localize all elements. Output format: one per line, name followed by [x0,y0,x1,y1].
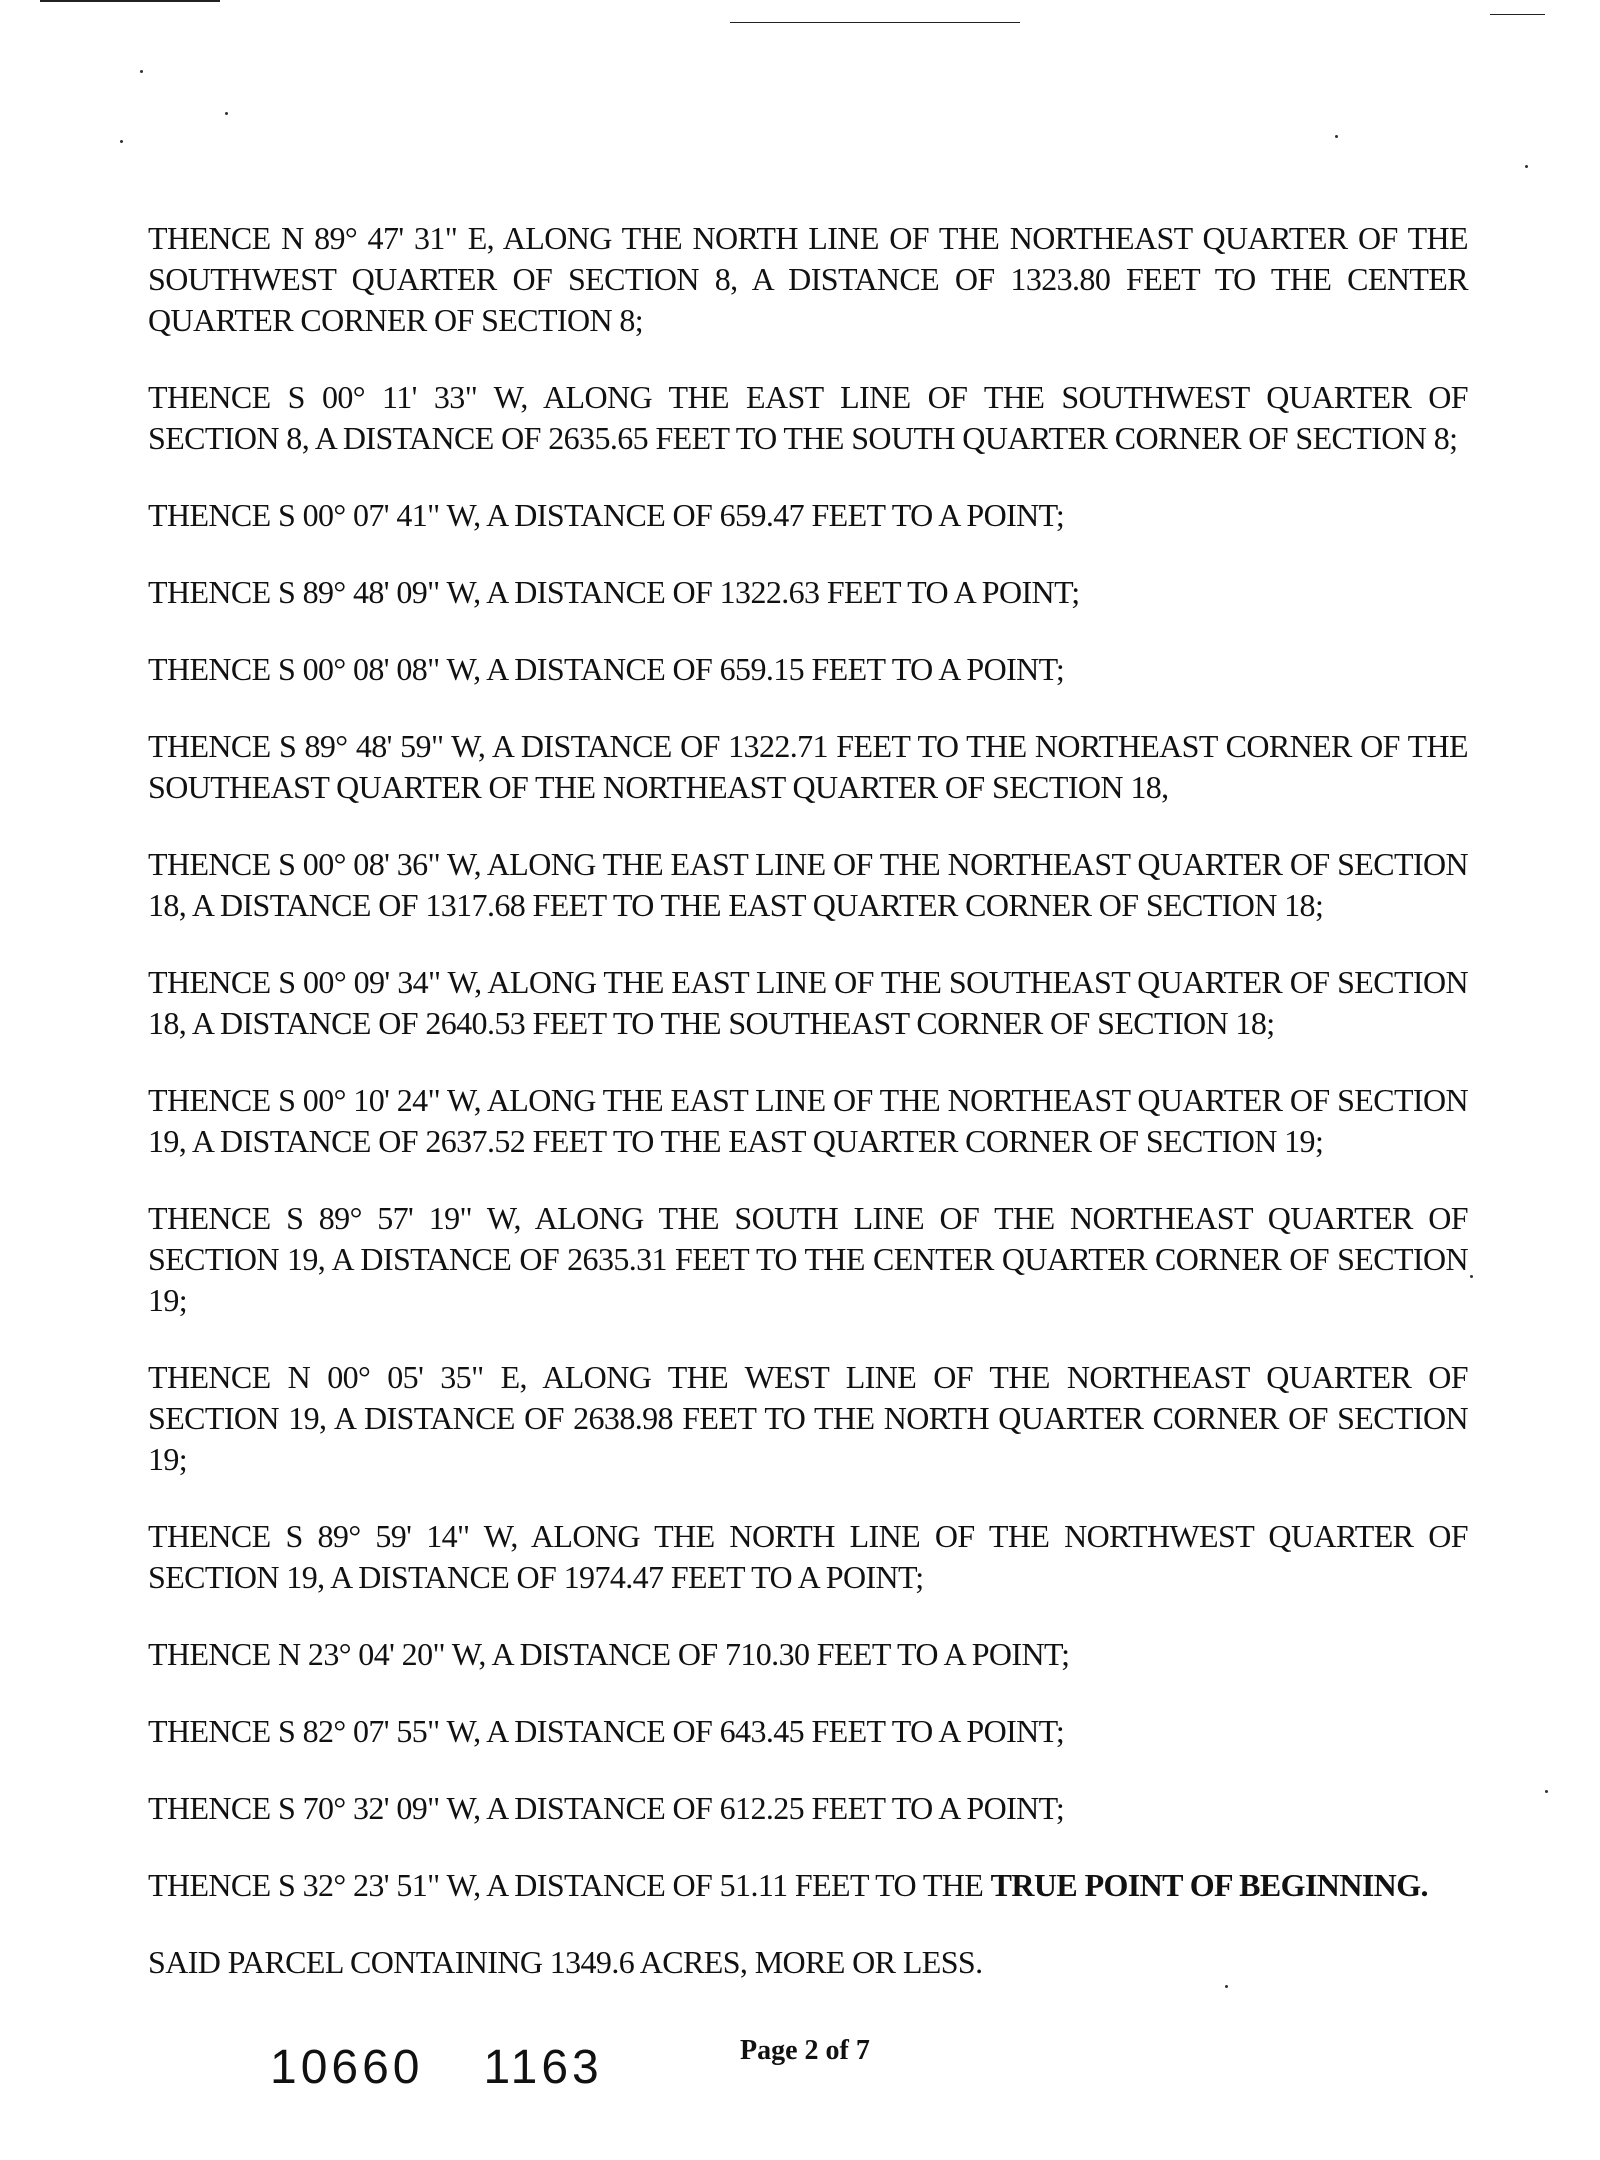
scan-artifact-top-center [730,22,1020,23]
scan-speck [1335,135,1338,138]
course-paragraph-13: THENCE N 23° 04' 20" W, A DISTANCE OF 710.30 FEET TO A POINT; [148,1636,1070,1672]
course-paragraph-7: THENCE S 00° 08' 36" W, ALONG THE EAST LINE OF THE NORTHEAST QUARTER OF SECTION 18, A DISTANCE OF 1317.68 FEET TO THE EAST QUARTER CORNER OF SECTION 18; [148,846,1468,923]
scan-speck [140,70,143,73]
page-number: Page 2 of 7 [740,2035,870,2066]
scan-speck [1525,165,1528,168]
scan-artifact-top-right [1490,14,1545,15]
recording-page-number: 1163 [483,2041,603,2094]
course-paragraph-9: THENCE S 00° 10' 24" W, ALONG THE EAST LINE OF THE NORTHEAST QUARTER OF SECTION 19, A DISTANCE OF 2637.52 FEET TO THE EAST QUARTER CORNER OF SECTION 19; [148,1082,1468,1159]
recording-book-number: 10660 [270,2041,424,2094]
legal-description-body [148,218,1468,2019]
scan-speck [1470,1275,1473,1278]
scan-speck [1545,1790,1548,1793]
scan-speck [225,112,228,115]
course-paragraph-6: THENCE S 89° 48' 59" W, A DISTANCE OF 1322.71 FEET TO THE NORTHEAST CORNER OF THE SOUTHEAST QUARTER OF THE NORTHEAST QUARTER OF SECTION 18, [148,728,1468,805]
course-paragraph-2: THENCE S 00° 11' 33" W, ALONG THE EAST LINE OF THE SOUTHWEST QUARTER OF SECTION 8, A DISTANCE OF 2635.65 FEET TO THE SOUTH QUARTER CORNER OF SECTION 8; [148,379,1468,456]
final-course-paragraph [148,1865,1468,1906]
course-paragraph-11: THENCE N 00° 05' 35" E, ALONG THE WEST LINE OF THE NORTHEAST QUARTER OF SECTION 19, A DISTANCE OF 2638.98 FEET TO THE NORTH QUARTER CORNER OF SECTION 19; [148,1359,1468,1477]
course-paragraph-10: THENCE S 89° 57' 19" W, ALONG THE SOUTH LINE OF THE NORTHEAST QUARTER OF SECTION 19, A DISTANCE OF 2635.31 FEET TO THE CENTER QUARTER CORNER OF SECTION 19; [148,1200,1468,1318]
course-paragraph-5: THENCE S 00° 08' 08" W, A DISTANCE OF 659.15 FEET TO A POINT; [148,651,1065,687]
course-paragraph-4: THENCE S 89° 48' 09" W, A DISTANCE OF 1322.63 FEET TO A POINT; [148,574,1080,610]
scan-speck [120,140,123,143]
course-paragraph-12: THENCE S 89° 59' 14" W, ALONG THE NORTH LINE OF THE NORTHWEST QUARTER OF SECTION 19, A DISTANCE OF 1974.47 FEET TO A POINT; [148,1518,1468,1595]
scan-artifact-top-left [40,0,220,2]
course-paragraph-14: THENCE S 82° 07' 55" W, A DISTANCE OF 643.45 FEET TO A POINT; [148,1713,1065,1749]
course-paragraph-8: THENCE S 00° 09' 34" W, ALONG THE EAST LINE OF THE SOUTHEAST QUARTER OF SECTION 18, A DISTANCE OF 2640.53 FEET TO THE SOUTHEAST CORNER OF SECTION 18; [148,964,1468,1041]
parcel-acreage-statement: SAID PARCEL CONTAINING 1349.6 ACRES, MORE OR LESS. [148,1944,983,1980]
recording-stamp [270,2040,663,2095]
course-paragraph-15: THENCE S 70° 32' 09" W, A DISTANCE OF 612.25 FEET TO A POINT; [148,1790,1065,1826]
course-paragraph-3: THENCE S 00° 07' 41" W, A DISTANCE OF 659.47 FEET TO A POINT; [148,497,1065,533]
true-point-of-beginning: TRUE POINT OF BEGINNING. [990,1867,1428,1903]
final-course-text: THENCE S 32° 23' 51" W, A DISTANCE OF 51.11 FEET TO THE [148,1867,991,1903]
course-paragraph-1: THENCE N 89° 47' 31" E, ALONG THE NORTH LINE OF THE NORTHEAST QUARTER OF THE SOUTHWEST QUARTER OF SECTION 8, A DISTANCE OF 1323.80 FEET TO THE CENTER QUARTER CORNER OF SECTION 8; [148,220,1468,338]
